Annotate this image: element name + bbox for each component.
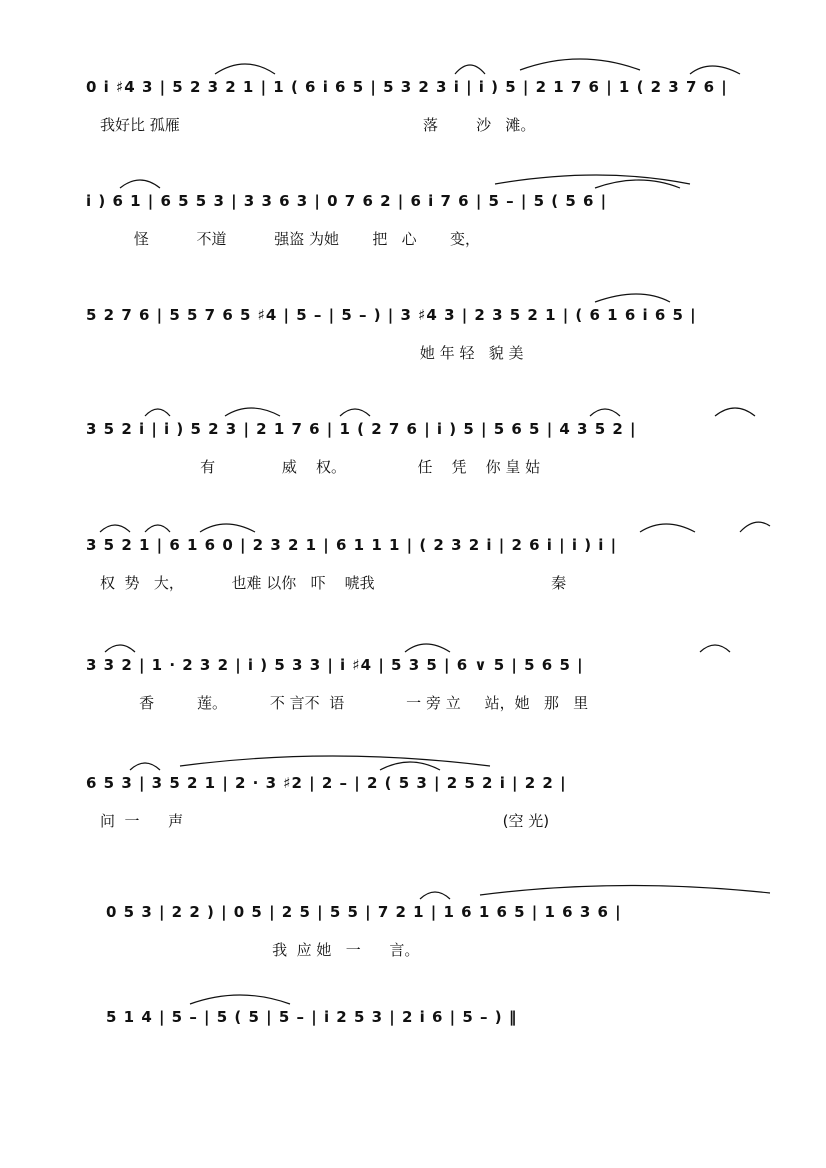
- lyrics-line: 怪 不道 强盗 为她 把 心 变，: [110, 230, 481, 248]
- notation-line: 3 5 2 1 | 6 1 6 0 | 2 3 2 1 | 6 1 1 1 | ( 2 3 2 i | 2 6 i | i ) i |: [86, 536, 618, 554]
- notation-line: 0 i ♯4 3 | 5 2 3 2 1 | 1 ( 6 i 6 5 | 5 3 2 3 i | i ) 5 | 2 1 7 6 | 1 ( 2 3 7 6 |: [86, 78, 728, 96]
- notation-line: 3 3 2 | 1 · 2 3 2 | i ) 5 3 3 | i ♯4 | 5 3 5 | 6 ∨ 5 | 5 6 5 |: [86, 656, 584, 674]
- lyrics-line: 权 势 大， 也难 以你 吓 唬我 秦: [100, 574, 567, 592]
- score-system-5: [0, 530, 826, 630]
- score-system-9: [0, 1002, 826, 1102]
- lyrics-line: 她 年 轻 貌 美: [110, 344, 524, 362]
- lyrics-line: 问 一 声 (空 光): [100, 812, 550, 830]
- score-system-7: [0, 768, 826, 868]
- notation-line: 6 5 3 | 3 5 2 1 | 2 · 3 ♯2 | 2 – | 2 ( 5 3 | 2 5 2 i | 2 2 |: [86, 774, 567, 792]
- notation-line: 5 2 7 6 | 5 5 7 6 5 ♯4 | 5 – | 5 – ) | 3 ♯4 3 | 2 3 5 2 1 | ( 6 1 6 i 6 5 |: [86, 306, 697, 324]
- lyrics-line: 我好比 孤雁 落 沙 滩。: [100, 116, 536, 134]
- lyrics-line: 我 应 她 一 言。: [110, 941, 420, 959]
- lyrics-line: 有 威 权。 任 凭 你 皇 姑: [100, 458, 541, 476]
- notation-line: i ) 6 1 | 6 5 5 3 | 3 3 6 3 | 0 7 6 2 | 6 i 7 6 | 5 – | 5 ( 5 6 |: [86, 192, 608, 210]
- score-system-1: [0, 72, 826, 172]
- notation-line: 5 1 4 | 5 – | 5 ( 5 | 5 – | i 2 5 3 | 2 i 6 | 5 – ) ‖: [106, 1008, 518, 1026]
- score-system-2: [0, 186, 826, 286]
- notation-line: 3 5 2 i | i ) 5 2 3 | 2 1 7 6 | 1 ( 2 7 6 | i ) 5 | 5 6 5 | 4 3 5 2 |: [86, 420, 637, 438]
- notation-line: 0 5 3 | 2 2 ) | 0 5 | 2 5 | 5 5 | 7 2 1 | 1 6 1 6 5 | 1 6 3 6 |: [106, 903, 622, 921]
- score-system-4: [0, 414, 826, 514]
- score-system-6: [0, 650, 826, 750]
- score-system-3: [0, 300, 826, 400]
- lyrics-line: 香 莲。 不 言不 语 一 旁 立 站，她 那 里: [120, 694, 589, 712]
